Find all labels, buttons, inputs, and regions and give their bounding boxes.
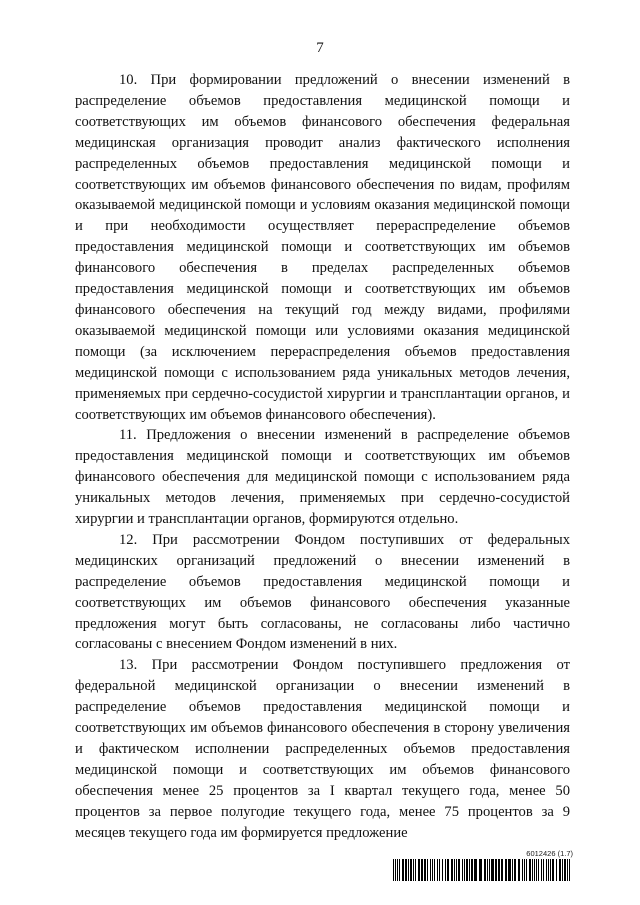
document-body bbox=[75, 70, 570, 844]
page-number: 7 bbox=[316, 40, 324, 56]
paragraph-10: 10. При формировании предложений о внесении изменений в распределение объемов предоставления медицинской помощи и соответствующих им объемов финансового обеспечения федеральная медицинская организация проводит анализ фактического исполнения распределенных объемов предоставления медицинской помощи и соответствующих им объемов финансового обеспечения по видам, профилям оказываемой медицинской помощи и условиям оказания медицинской помощи и при необходимости осуществляет перераспределение объемов предоставления медицинской помощи и соответствующих им объемов финансового обеспечения в пределах распределенных объемов предоставления медицинской помощи и соответствующих им объемов финансового обеспечения на текущий год между видами, профилями оказываемой медицинской помощи или условиями оказания медицинской помощи (за исключением перераспределения объемов предоставления медицинской помощи с использованием ряда уникальных методов лечения, применяемых при сердечно-сосудистой хирургии и трансплантации органов, и соответствующих им объемов финансового обеспечения). bbox=[75, 72, 570, 423]
barcode-icon bbox=[393, 859, 573, 881]
paragraph-11: 11. Предложения о внесении изменений в распределение объемов предоставления медицинской помощи и соответствующих им объемов финансового обеспечения для медицинской помощи с использованием ряда уникальных методов лечения, применяемых при сердечно-сосудистой хирургии и трансплантации органов, формируются отдельно. bbox=[75, 427, 570, 528]
barcode-label: 6012426 (1.7) bbox=[526, 849, 573, 858]
paragraph-12: 12. При рассмотрении Фондом поступивших от федеральных медицинских организаций предложений о внесении изменений в распределение объемов предоставления медицинской помощи и соответствующих им объемов финансового обеспечения указанные предложения могут быть согласованы, не согласованы либо частично согласованы с внесением Фондом изменений в них. bbox=[75, 531, 570, 653]
paragraph-13: 13. При рассмотрении Фондом поступившего предложения от федеральной медицинской организации о внесении изменений в распределение объемов предоставления медицинской помощи и соответствующих им объемов финансового обеспечения в сторону увеличения и фактическом исполнении распределенных объемов предоставления медицинской помощи и соответствующих им объемов финансового обеспечения менее 25 процентов за I квартал текущего года, менее 50 процентов за первое полугодие текущего года, менее 75 процентов за 9 месяцев текущего года им формируется предложение bbox=[75, 657, 570, 841]
document-barcode bbox=[393, 849, 573, 881]
